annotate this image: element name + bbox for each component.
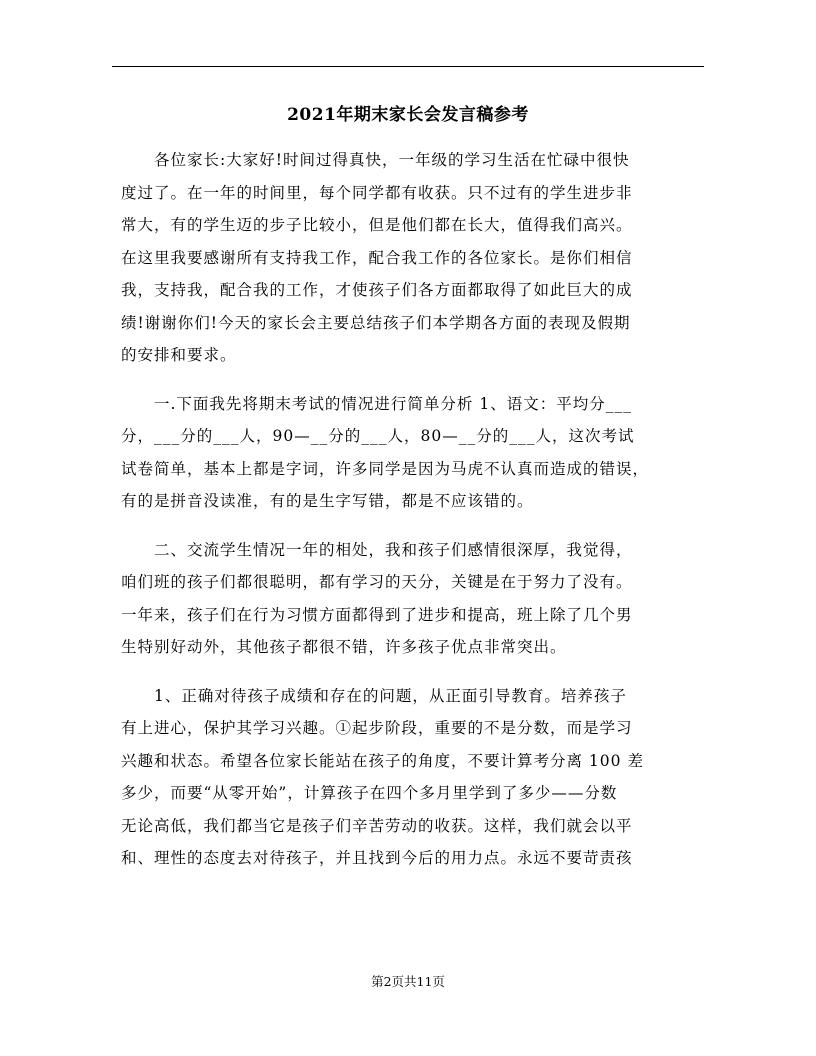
text-line: 二、交流学生情况一年的相处，我和孩子们感情很深厚，我觉得， (121, 540, 633, 559)
text-line: 1、正确对待孩子成绩和存在的问题，从正面引导教育。培养孩子 (121, 686, 627, 705)
header-rule (112, 66, 704, 67)
text-line: 在这里我要感谢所有支持我工作，配合我工作的各位家长。是你们相信 (121, 248, 633, 267)
text-line: 度过了。在一年的时间里，每个同学都有收获。只不过有的学生进步非 (121, 183, 633, 202)
text-line: 咱们班的孩子们都很聪明，都有学习的天分，关键是在于努力了没有。 (121, 573, 633, 591)
text-line: 的安排和要求。 (121, 346, 237, 364)
text-line: 一.下面我先将期末考试的情况进行简单分析 1、语文：平均分___ (121, 394, 632, 413)
text-line: 有上进心，保护其学习兴趣。①起步阶段，重要的不是分数，而是学习 (121, 719, 633, 737)
text-line: 无论高低，我们都当它是孩子们辛苦劳动的收获。这样，我们就会以平 (121, 816, 633, 835)
paragraph-student-situation (121, 534, 696, 664)
paragraph-exam-analysis (121, 388, 696, 518)
document-title: 2021年期末家长会发言稿参考 (287, 105, 529, 125)
text-line: 分，___分的___人，90—__分的___人，80—__分的___人，这次考试 (121, 427, 635, 445)
text-line: 和、理性的态度去对待孩子，并且找到今后的用力点。永远不要苛责孩 (121, 849, 633, 867)
paragraph-greeting (121, 144, 696, 372)
page-number: 第2页共11页 (371, 974, 445, 989)
text-line: 我，支持我，配合我的工作，才使孩子们各方面都取得了如此巨大的成 (121, 281, 633, 299)
text-line: 一年来，孩子们在行为习惯方面都得到了进步和提高，班上除了几个男 (121, 605, 633, 624)
text-line: 多少，而要“从零开始”，计算孩子在四个多月里学到了多少——分数 (121, 784, 618, 802)
text-line: 兴趣和状态。希望各位家长能站在孩子的角度，不要计算考分离 100 差 (121, 751, 644, 770)
text-line: 生特别好动外，其他孩子都很不错，许多孩子优点非常突出。 (121, 638, 567, 656)
text-line: 各位家长:大家好!时间过得真快，一年级的学习生活在忙碌中很快 (121, 151, 630, 169)
text-line: 常大，有的学生迈的步子比较小，但是他们都在长大，值得我们高兴。 (121, 216, 633, 234)
text-line: 绩!谢谢你们!今天的家长会主要总结孩子们本学期各方面的表现及假期 (121, 313, 631, 332)
text-line: 试卷简单，基本上都是字词，许多同学是因为马虎不认真而造成的错误， (121, 459, 650, 478)
text-line: 有的是拼音没读准，有的是生字写错，都是不应该错的。 (121, 492, 534, 510)
document-body (121, 144, 696, 891)
paragraph-correct-attitude (121, 680, 696, 875)
